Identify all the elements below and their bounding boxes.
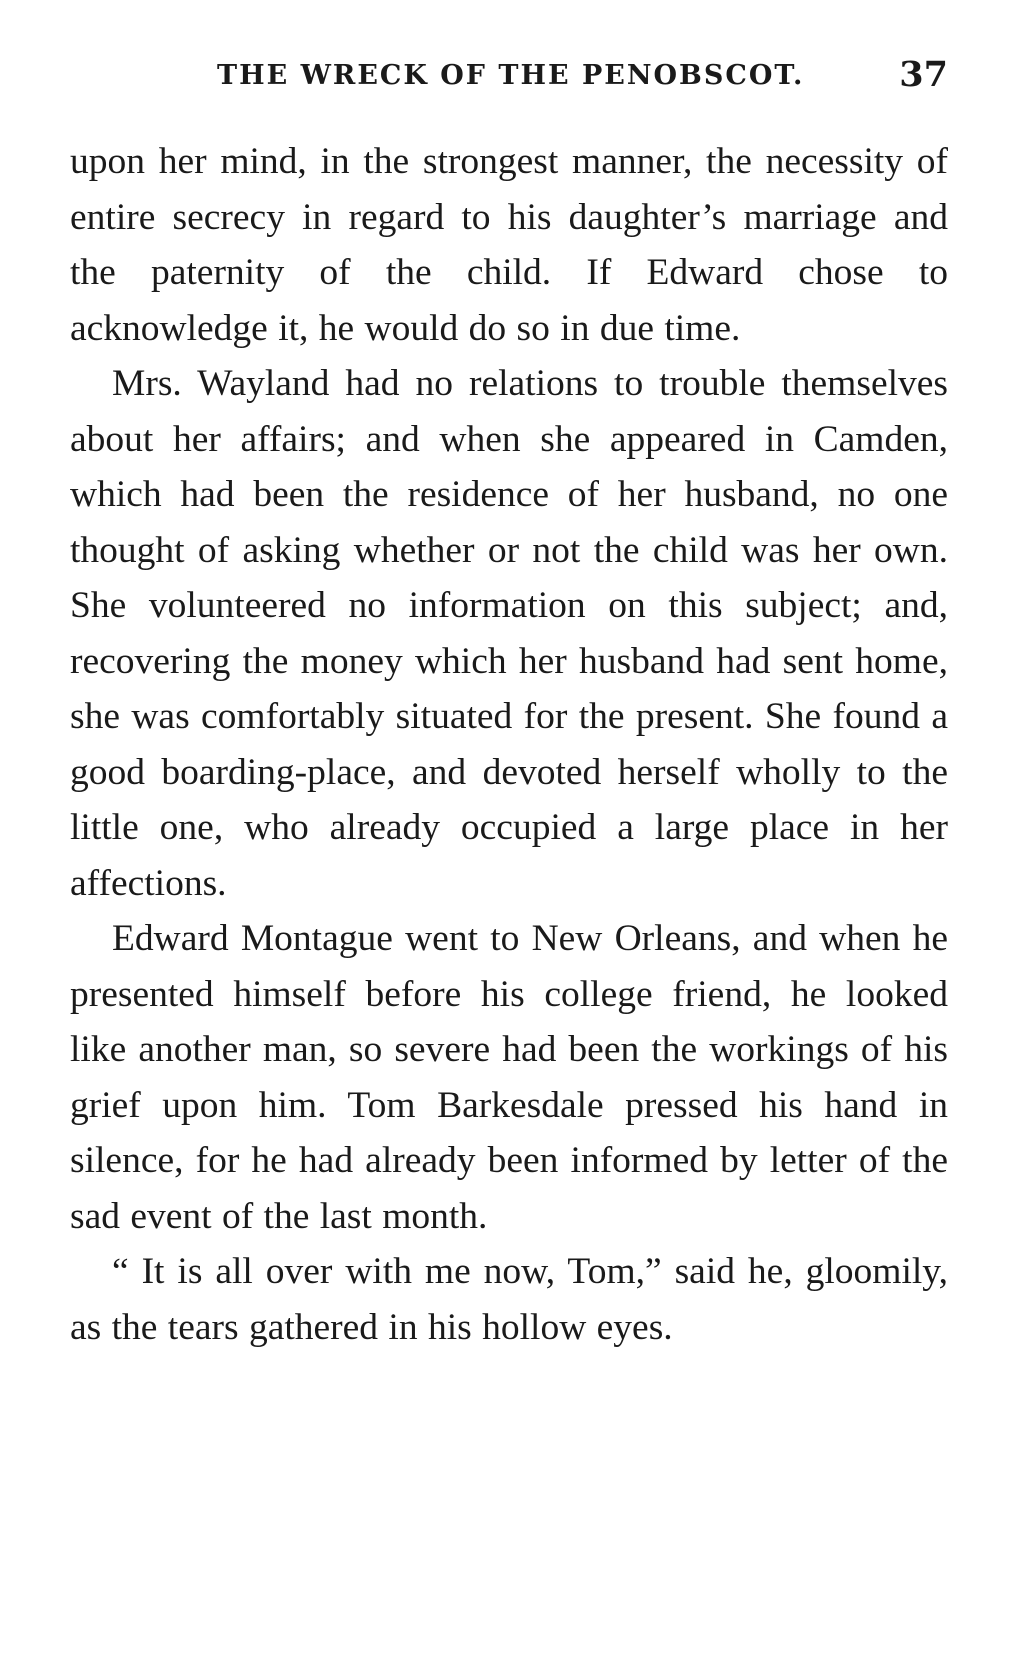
- paragraph: “ It is all over with me now, Tom,” said he, gloomily, as the tears gathered in his hollow eyes.: [70, 1251, 948, 1348]
- body-text: [70, 134, 948, 1355]
- paragraph-continued: upon her mind, in the strongest manner, the necessity of entire secrecy in regard to his daughter’s marriage and the paternity of the child. If Edward chose to acknowledge it, he would do so in due time.: [70, 141, 948, 349]
- paragraph: Mrs. Wayland had no relations to trouble themselves about her affairs; and when she appeared in Camden, which had been the residence of her husband, no one thought of asking whether or not the child was her own. She volunteered no information on this subject; and, recovering the money which her husband had sent home, she was comfortably situated for the present. She found a good boarding-place, and devoted herself wholly to the little one, who already occupied a large place in her affections.: [70, 363, 948, 904]
- book-page: [70, 48, 948, 1355]
- running-head: [70, 48, 948, 108]
- running-title: THE WRECK OF THE PENOBSCOT.: [217, 60, 805, 91]
- paragraph: Edward Montague went to New Orleans, and when he presented himself before his college friend, he looked like another man, so severe had been the workings of his grief upon him. Tom Barkesdale pressed his hand in silence, for he had already been informed by letter of the sad event of the last month.: [70, 918, 948, 1237]
- page-number: 37: [899, 54, 948, 95]
